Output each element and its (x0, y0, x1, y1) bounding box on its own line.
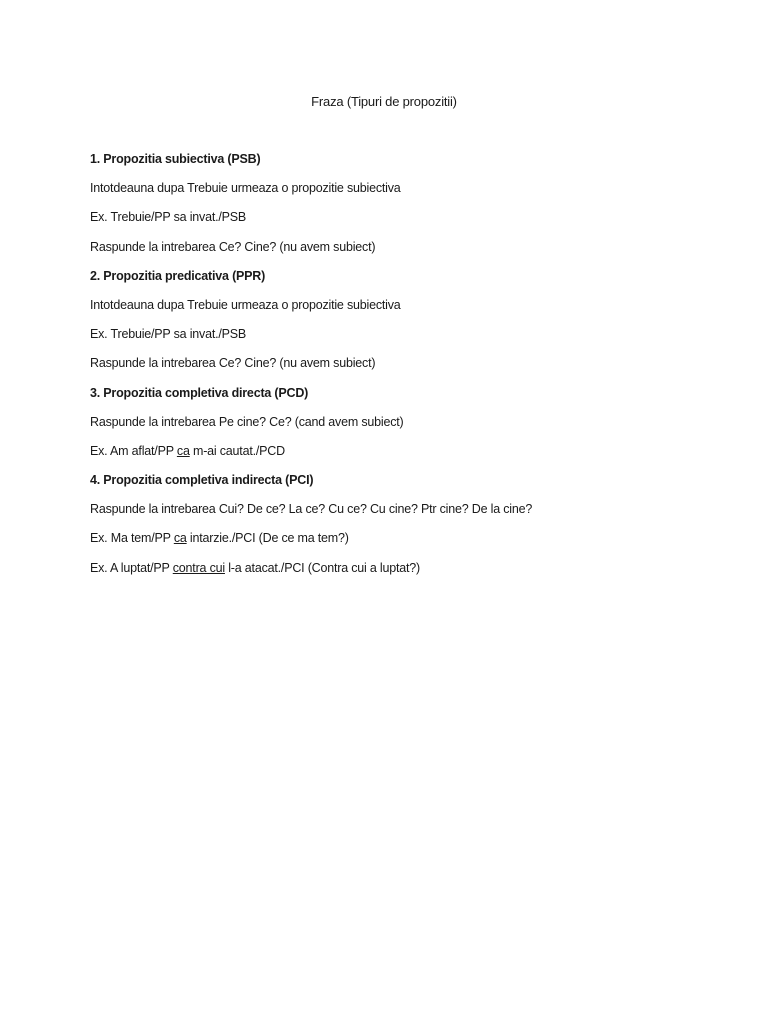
section-heading-psb: 1. Propozitia subiectiva (PSB) (90, 152, 261, 166)
document-title: Fraza (Tipuri de propozitii) (311, 94, 457, 109)
example-text: Ex. Ma tem/PP (90, 531, 174, 546)
section-line: Intotdeauna dupa Trebuie urmeaza o propozitie subiectiva (90, 181, 401, 196)
section-line: Raspunde la intrebarea Ce? Cine? (nu avem subiect) (90, 239, 376, 254)
example-text: m-ai cautat./PCD (189, 443, 285, 458)
section-heading-pcd: 3. Propozitia completiva directa (PCD) (90, 385, 309, 400)
section-example (90, 559, 690, 588)
example-text: intarzie./PCI (De ce ma tem?) (186, 531, 349, 546)
document-body (90, 150, 690, 588)
section-example: Ex. Trebuie/PP sa invat./PSB (90, 210, 247, 225)
example-text: Ex. A luptat/PP (90, 560, 173, 575)
underlined-conjunction: ca (173, 531, 187, 546)
underlined-conjunction: ca (176, 443, 190, 458)
section-line: Intotdeauna dupa Trebuie urmeaza o propozitie subiectiva (90, 297, 401, 312)
underlined-conjunction: contra cui (172, 560, 225, 575)
section-line: Raspunde la intrebarea Ce? Cine? (nu avem subiect) (90, 356, 376, 371)
section-example (90, 529, 690, 558)
example-text: Ex. Am aflat/PP (90, 443, 177, 458)
section-example (90, 442, 690, 471)
section-line: Raspunde la intrebarea Cui? De ce? La ce? Cu ce? Cu cine? Ptr cine? De la cine? (90, 502, 533, 517)
section-line: Raspunde la intrebarea Pe cine? Ce? (cand avem subiect) (90, 414, 404, 429)
section-heading-pci: 4. Propozitia completiva indirecta (PCI) (90, 473, 314, 488)
section-example: Ex. Trebuie/PP sa invat./PSB (90, 327, 247, 342)
section-heading-ppr: 2. Propozitia predicativa (PPR) (90, 268, 266, 283)
example-text: l-a atacat./PCI (Contra cui a luptat?) (224, 560, 421, 575)
